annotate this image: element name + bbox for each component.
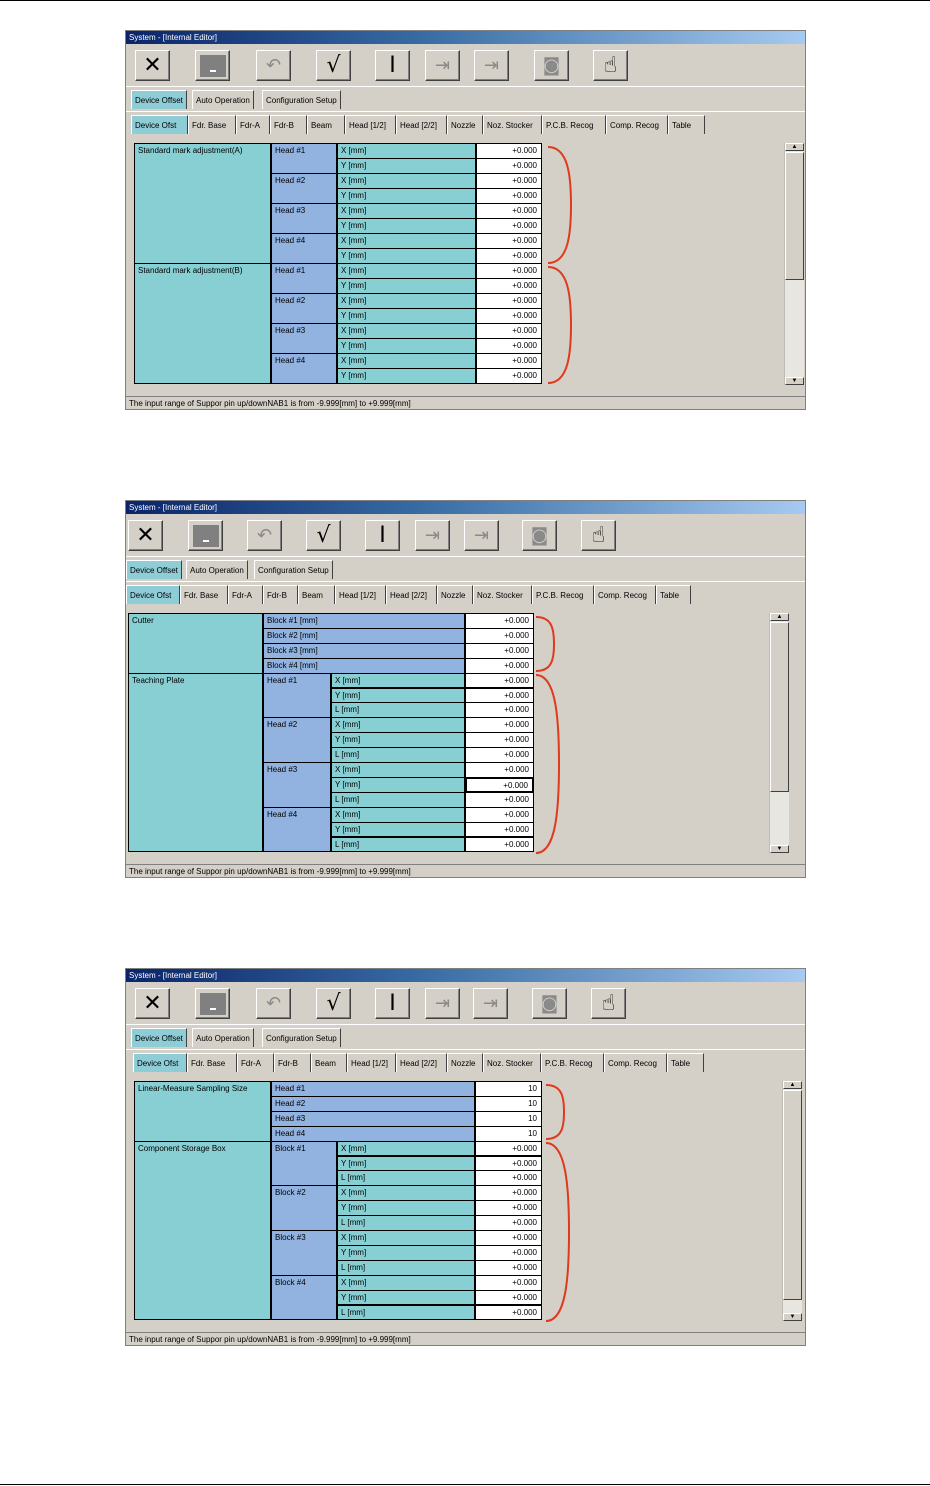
sub-label: Block #1: [271, 1141, 337, 1187]
step-out-button[interactable]: [474, 50, 509, 81]
param-label: Y [mm]: [337, 188, 476, 204]
param-label: X [mm]: [337, 233, 476, 249]
param-label: X [mm]: [337, 143, 476, 159]
bracket-teaching-plate: [534, 673, 564, 855]
subtab-fdr-b[interactable]: Fdr-B: [274, 1053, 311, 1072]
value-field[interactable]: +0.000: [476, 353, 542, 369]
page-bottom-rule: [0, 1484, 930, 1485]
confirm-button[interactable]: [316, 988, 351, 1019]
subtab-device-ofst[interactable]: Device Ofst: [131, 115, 188, 134]
subtab-head-2-2[interactable]: Head [2/2]: [396, 115, 447, 134]
undo-button[interactable]: [256, 50, 291, 81]
subtab-beam[interactable]: Beam: [298, 585, 335, 604]
sub-label: Head #4: [263, 807, 331, 853]
value-field[interactable]: +0.000: [465, 822, 534, 838]
step-in-icon: ⇥: [434, 993, 451, 1014]
param-label: Y [mm]: [337, 218, 476, 234]
minimize-button[interactable]: [195, 50, 230, 81]
sub-label: Head #2: [271, 293, 337, 324]
scroll-up-button[interactable]: ▲: [783, 1081, 802, 1089]
sub-label: Head #1: [263, 673, 331, 719]
parameter-grid: [134, 1081, 672, 1321]
param-label: Y [mm]: [331, 688, 465, 704]
value-field[interactable]: +0.000: [476, 143, 542, 159]
param-label: X [mm]: [337, 1185, 475, 1201]
value-field[interactable]: +0.000: [475, 1260, 542, 1276]
step-in-button[interactable]: [425, 50, 460, 81]
checkmark-icon: √: [326, 53, 341, 78]
param-label: Y [mm]: [337, 1156, 475, 1172]
value-field[interactable]: +0.000: [475, 1141, 542, 1157]
param-label: X [mm]: [337, 173, 476, 189]
value-field[interactable]: +0.000: [475, 1305, 542, 1321]
scroll-up-button[interactable]: ▲: [785, 143, 804, 151]
param-label: Y [mm]: [331, 777, 465, 793]
param-label: Y [mm]: [331, 732, 465, 748]
undo-icon: ↶: [265, 993, 282, 1014]
param-label: L [mm]: [337, 1305, 475, 1321]
subtab-fdr-base[interactable]: Fdr. Base: [187, 1053, 237, 1072]
scroll-down-button[interactable]: ▼: [770, 845, 789, 853]
undo-icon: ↶: [256, 525, 273, 546]
value-field[interactable]: +0.000: [475, 1290, 542, 1306]
value-field[interactable]: +0.000: [476, 368, 542, 384]
sub-label: Block #2: [271, 1185, 337, 1231]
subtab-comp-recog[interactable]: Comp. Recog: [604, 1053, 667, 1072]
value-field[interactable]: 10: [475, 1081, 542, 1097]
step-in-button[interactable]: [415, 520, 450, 551]
minimize-icon: [200, 993, 226, 1015]
sub-label: Head #4: [271, 353, 337, 384]
subtab-noz-stocker[interactable]: Noz. Stocker: [483, 1053, 541, 1072]
status-bar: The input range of Suppor pin up/downNAB1 is from -9.999[mm] to +9.999[mm]: [126, 1332, 805, 1345]
sub-tab-bar: [126, 1049, 805, 1076]
hand-pointer-icon: ☝: [591, 523, 606, 548]
value-field[interactable]: +0.000: [465, 643, 534, 659]
param-label: Block #2 [mm]: [263, 628, 465, 644]
tab-auto-operation[interactable]: Auto Operation: [186, 560, 248, 579]
subtab-noz-stocker[interactable]: Noz. Stocker: [473, 585, 532, 604]
subtab-fdr-b[interactable]: Fdr-B: [270, 115, 307, 134]
param-label: Y [mm]: [331, 822, 465, 838]
value-field[interactable]: +0.000: [476, 263, 542, 279]
confirm-button[interactable]: [306, 520, 341, 551]
editor-window-cutter: [125, 500, 806, 878]
hand-pointer-icon: ☝: [603, 53, 618, 78]
subtab-fdr-a[interactable]: Fdr-A: [228, 585, 263, 604]
edit-cursor-button[interactable]: [375, 988, 410, 1019]
subtab-fdr-b[interactable]: Fdr-B: [263, 585, 298, 604]
subtab-head-1-2[interactable]: Head [1/2]: [345, 115, 396, 134]
subtab-table[interactable]: Table: [667, 1053, 704, 1072]
hand-button[interactable]: [591, 988, 626, 1019]
value-field[interactable]: +0.000: [475, 1245, 542, 1261]
value-field[interactable]: +0.000: [465, 777, 534, 793]
value-field[interactable]: +0.000: [465, 658, 534, 674]
camera-icon: ◙: [530, 525, 549, 546]
param-label: Block #1 [mm]: [263, 613, 465, 629]
param-label: X [mm]: [337, 1230, 475, 1246]
value-field[interactable]: +0.000: [465, 807, 534, 823]
parameter-grid: [128, 613, 666, 853]
scroll-thumb[interactable]: [770, 622, 789, 792]
bracket-group-b: [546, 265, 576, 385]
subtab-fdr-base[interactable]: Fdr. Base: [188, 115, 236, 134]
sub-label: Head #1: [271, 143, 337, 174]
value-field[interactable]: +0.000: [475, 1200, 542, 1216]
value-field[interactable]: +0.000: [465, 628, 534, 644]
value-field[interactable]: +0.000: [476, 158, 542, 174]
hand-button[interactable]: [581, 520, 616, 551]
checkmark-icon: √: [326, 991, 341, 1016]
tab-device-offset[interactable]: Device Offset: [126, 560, 182, 579]
minimize-button[interactable]: [195, 988, 230, 1019]
main-tab-bar: [126, 1024, 805, 1049]
param-label: L [mm]: [337, 1170, 475, 1186]
toolbar: [126, 514, 805, 556]
close-icon: ✕: [136, 523, 155, 548]
bracket-cutter: [534, 615, 564, 673]
main-tab-bar: [126, 556, 805, 581]
param-label: X [mm]: [331, 762, 465, 778]
camera-button[interactable]: [522, 520, 557, 551]
group-label: Component Storage Box: [134, 1141, 271, 1321]
value-field[interactable]: +0.000: [465, 717, 534, 733]
sub-label: Block #4: [271, 1275, 337, 1321]
value-field[interactable]: +0.000: [475, 1156, 542, 1172]
text-cursor-icon: I: [379, 523, 386, 548]
window-title: System - [Internal Editor]: [126, 969, 805, 982]
undo-button[interactable]: [256, 988, 291, 1019]
param-label: X [mm]: [331, 807, 465, 823]
sub-label: Head #3: [271, 203, 337, 234]
camera-button[interactable]: [532, 988, 567, 1019]
close-button[interactable]: [128, 520, 163, 551]
toolbar: [126, 44, 805, 86]
subtab-device-ofst[interactable]: Device Ofst: [126, 585, 180, 604]
bracket-group-a: [546, 145, 576, 265]
group-label: Standard mark adjustment(B): [134, 263, 271, 384]
subtab-nozzle[interactable]: Nozzle: [447, 115, 483, 134]
tab-configuration-setup[interactable]: Configuration Setup: [254, 560, 333, 579]
subtab-head-2-2[interactable]: Head [2/2]: [396, 1053, 447, 1072]
sub-label: Head #4: [271, 233, 337, 264]
tab-configuration-setup[interactable]: Configuration Setup: [262, 1028, 341, 1047]
sub-label: Head #2: [263, 717, 331, 763]
group-label: Linear-Measure Sampling Size: [134, 1081, 271, 1142]
page-top-rule: [0, 0, 930, 1]
subtab-comp-recog[interactable]: Comp. Recog: [606, 115, 668, 134]
value-field[interactable]: +0.000: [476, 203, 542, 219]
camera-icon: ◙: [540, 993, 559, 1014]
param-label: X [mm]: [337, 1141, 475, 1157]
param-label: X [mm]: [337, 263, 476, 279]
value-field[interactable]: +0.000: [476, 248, 542, 264]
subtab-nozzle[interactable]: Nozzle: [447, 1053, 483, 1072]
value-field[interactable]: +0.000: [476, 233, 542, 249]
minimize-icon: [193, 525, 219, 547]
window-title: System - [Internal Editor]: [126, 31, 805, 44]
value-field[interactable]: +0.000: [475, 1215, 542, 1231]
param-label: X [mm]: [331, 673, 465, 689]
value-field[interactable]: +0.000: [476, 293, 542, 309]
param-label: L [mm]: [331, 792, 465, 808]
subtab-head-1-2[interactable]: Head [1/2]: [335, 585, 386, 604]
value-field[interactable]: +0.000: [465, 747, 534, 763]
scroll-thumb[interactable]: [783, 1090, 802, 1300]
minimize-button[interactable]: [188, 520, 223, 551]
undo-button[interactable]: [247, 520, 282, 551]
subtab-beam[interactable]: Beam: [307, 115, 345, 134]
status-bar: The input range of Suppor pin up/downNAB1 is from -9.999[mm] to +9.999[mm]: [126, 864, 805, 877]
scroll-thumb[interactable]: [785, 152, 804, 280]
step-out-icon: ⇥: [473, 525, 490, 546]
group-label: Cutter: [128, 613, 263, 674]
step-in-icon: ⇥: [434, 55, 451, 76]
scroll-up-button[interactable]: ▲: [770, 613, 789, 621]
text-cursor-icon: I: [389, 991, 396, 1016]
step-out-icon: ⇥: [482, 993, 499, 1014]
step-in-icon: ⇥: [424, 525, 441, 546]
value-field[interactable]: +0.000: [465, 762, 534, 778]
undo-icon: ↶: [265, 55, 282, 76]
value-field[interactable]: +0.000: [465, 673, 534, 689]
main-tab-bar: [126, 86, 805, 111]
vertical-scrollbar[interactable]: [784, 143, 804, 385]
subtab-table[interactable]: Table: [668, 115, 705, 134]
scroll-down-button[interactable]: ▼: [785, 377, 804, 385]
value-field[interactable]: +0.000: [476, 308, 542, 324]
editor-window-storage-box: [125, 968, 806, 1346]
subtab-head-1-2[interactable]: Head [1/2]: [347, 1053, 396, 1072]
param-label: Y [mm]: [337, 1245, 475, 1261]
hand-button[interactable]: [593, 50, 628, 81]
param-label: X [mm]: [337, 293, 476, 309]
param-label: L [mm]: [331, 747, 465, 763]
close-icon: ✕: [143, 53, 162, 78]
param-label: Y [mm]: [337, 1200, 475, 1216]
text-cursor-icon: I: [389, 53, 396, 78]
value-field[interactable]: 10: [475, 1126, 542, 1142]
step-out-button[interactable]: [464, 520, 499, 551]
param-label: Y [mm]: [337, 368, 476, 384]
subtab-device-ofst[interactable]: Device Ofst: [133, 1053, 187, 1072]
param-label: X [mm]: [337, 203, 476, 219]
tab-auto-operation[interactable]: Auto Operation: [192, 1028, 254, 1047]
value-field[interactable]: +0.000: [475, 1185, 542, 1201]
value-field[interactable]: +0.000: [475, 1275, 542, 1291]
param-label: Y [mm]: [337, 308, 476, 324]
subtab-p-c-b-recog[interactable]: P.C.B. Recog: [542, 115, 606, 134]
param-label: Y [mm]: [337, 278, 476, 294]
parameter-grid: [134, 143, 672, 385]
param-label: Y [mm]: [337, 1290, 475, 1306]
bracket-storage-box: [544, 1141, 574, 1323]
editor-window-standard-mark: [125, 30, 806, 410]
value-field[interactable]: +0.000: [476, 218, 542, 234]
minimize-icon: [200, 55, 226, 77]
param-label: L [mm]: [331, 702, 465, 718]
param-label: Head #4: [271, 1126, 475, 1142]
param-label: Head #2: [271, 1096, 475, 1112]
param-label: Head #3: [271, 1111, 475, 1127]
edit-cursor-button[interactable]: [365, 520, 400, 551]
sub-label: Head #3: [271, 323, 337, 354]
sub-label: Block #3: [271, 1230, 337, 1276]
value-field[interactable]: 10: [475, 1111, 542, 1127]
toolbar: [126, 982, 805, 1024]
scroll-down-button[interactable]: ▼: [783, 1313, 802, 1321]
sub-label: Head #1: [271, 263, 337, 294]
value-field[interactable]: +0.000: [476, 278, 542, 294]
tab-device-offset[interactable]: Device Offset: [131, 1028, 187, 1047]
param-label: X [mm]: [337, 323, 476, 339]
subtab-head-2-2[interactable]: Head [2/2]: [386, 585, 437, 604]
subtab-table[interactable]: Table: [656, 585, 691, 604]
step-out-icon: ⇥: [483, 55, 500, 76]
param-label: Y [mm]: [337, 248, 476, 264]
checkmark-icon: √: [316, 523, 331, 548]
param-label: L [mm]: [337, 1260, 475, 1276]
value-field[interactable]: +0.000: [465, 792, 534, 808]
step-in-button[interactable]: [425, 988, 460, 1019]
vertical-scrollbar[interactable]: [782, 1081, 802, 1321]
subtab-fdr-a[interactable]: Fdr-A: [236, 115, 270, 134]
close-button[interactable]: [135, 50, 170, 81]
subtab-comp-recog[interactable]: Comp. Recog: [594, 585, 656, 604]
sub-label: Head #2: [271, 173, 337, 204]
hand-pointer-icon: ☝: [601, 991, 616, 1016]
value-field[interactable]: +0.000: [476, 338, 542, 354]
step-out-button[interactable]: [473, 988, 508, 1019]
value-field[interactable]: +0.000: [465, 837, 534, 853]
param-label: Block #4 [mm]: [263, 658, 465, 674]
value-field[interactable]: +0.000: [475, 1170, 542, 1186]
status-bar: The input range of Suppor pin up/downNAB1 is from -9.999[mm] to +9.999[mm]: [126, 396, 805, 409]
value-field[interactable]: +0.000: [476, 323, 542, 339]
value-field[interactable]: +0.000: [465, 702, 534, 718]
close-icon: ✕: [143, 991, 162, 1016]
param-label: L [mm]: [337, 1215, 475, 1231]
value-field[interactable]: 10: [475, 1096, 542, 1112]
subtab-p-c-b-recog[interactable]: P.C.B. Recog: [541, 1053, 604, 1072]
subtab-fdr-a[interactable]: Fdr-A: [237, 1053, 274, 1072]
value-field[interactable]: +0.000: [465, 613, 534, 629]
subtab-p-c-b-recog[interactable]: P.C.B. Recog: [532, 585, 594, 604]
sub-tab-bar: [126, 581, 805, 608]
param-label: Block #3 [mm]: [263, 643, 465, 659]
value-field[interactable]: +0.000: [465, 732, 534, 748]
tab-device-offset[interactable]: Device Offset: [131, 90, 187, 109]
sub-tab-bar: [126, 111, 805, 138]
subtab-noz-stocker[interactable]: Noz. Stocker: [483, 115, 542, 134]
value-field[interactable]: +0.000: [476, 173, 542, 189]
tab-auto-operation[interactable]: Auto Operation: [192, 90, 254, 109]
group-label: Standard mark adjustment(A): [134, 143, 271, 264]
param-label: X [mm]: [337, 353, 476, 369]
group-label: Teaching Plate: [128, 673, 263, 853]
value-field[interactable]: +0.000: [476, 188, 542, 204]
value-field[interactable]: +0.000: [465, 688, 534, 704]
confirm-button[interactable]: [316, 50, 351, 81]
subtab-nozzle[interactable]: Nozzle: [437, 585, 473, 604]
camera-icon: ◙: [542, 55, 561, 76]
window-title: System - [Internal Editor]: [126, 501, 805, 514]
bracket-sampling-size: [544, 1083, 574, 1141]
tab-configuration-setup[interactable]: Configuration Setup: [262, 90, 341, 109]
param-label: Head #1: [271, 1081, 475, 1097]
param-label: L [mm]: [331, 837, 465, 853]
value-field[interactable]: +0.000: [475, 1230, 542, 1246]
edit-cursor-button[interactable]: [375, 50, 410, 81]
param-label: Y [mm]: [337, 158, 476, 174]
vertical-scrollbar[interactable]: [769, 613, 789, 853]
sub-label: Head #3: [263, 762, 331, 808]
param-label: X [mm]: [331, 717, 465, 733]
camera-button[interactable]: [534, 50, 569, 81]
param-label: Y [mm]: [337, 338, 476, 354]
close-button[interactable]: [135, 988, 170, 1019]
subtab-fdr-base[interactable]: Fdr. Base: [180, 585, 228, 604]
subtab-beam[interactable]: Beam: [311, 1053, 347, 1072]
param-label: X [mm]: [337, 1275, 475, 1291]
